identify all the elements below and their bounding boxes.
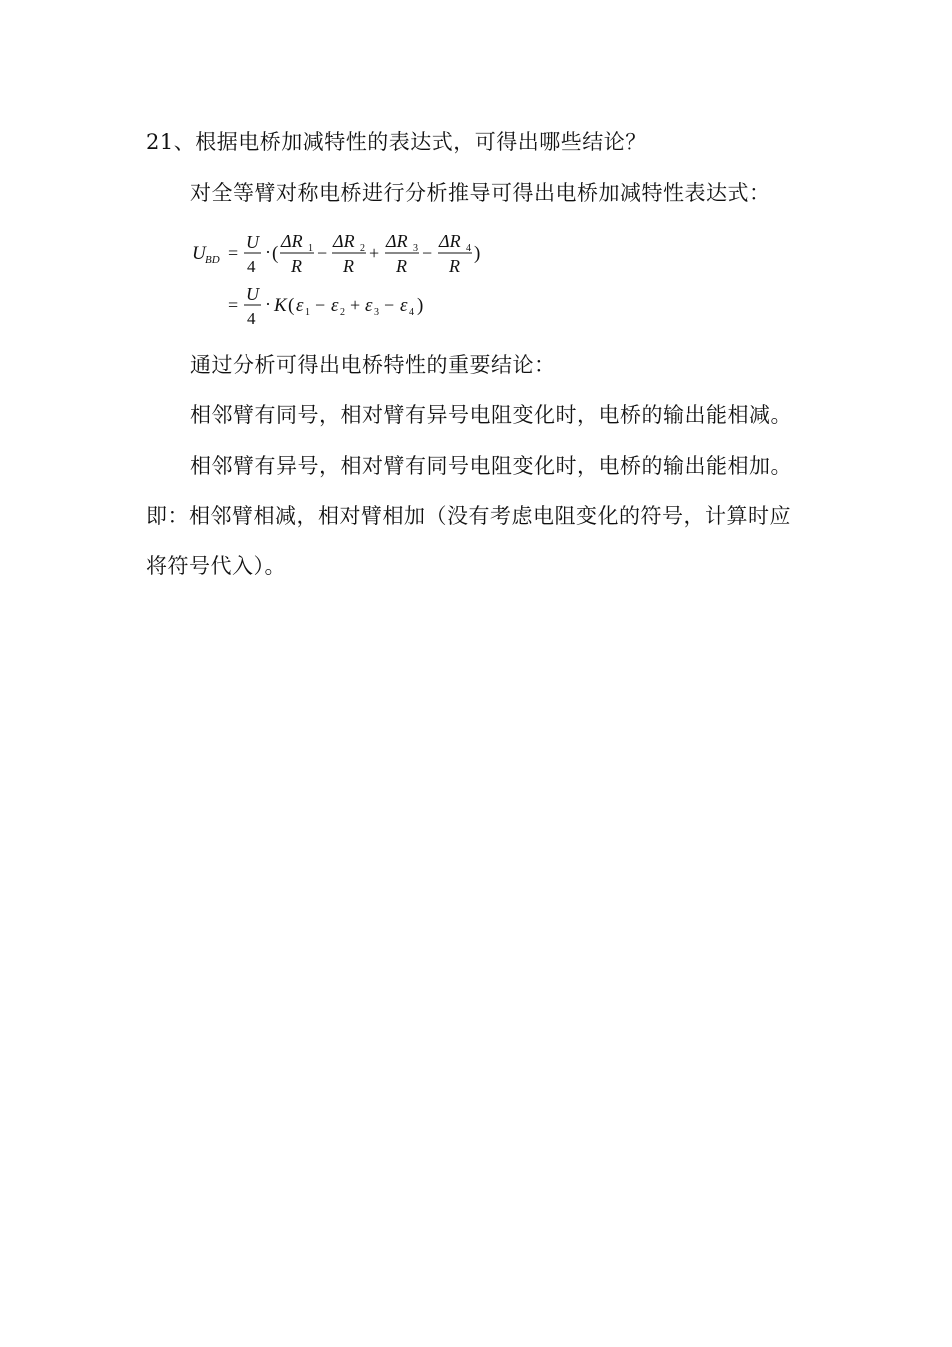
delta-r3: ΔR (386, 231, 408, 251)
eps-sub-4: 4 (409, 307, 414, 318)
formula-svg (188, 226, 508, 338)
question-heading: 21、根据电桥加减特性的表达式，可得出哪些结论？ (146, 130, 647, 154)
den-r2: R (343, 256, 354, 276)
minus-2: − (422, 243, 433, 263)
dot-2: · (265, 294, 271, 314)
sub-4: 4 (466, 243, 471, 254)
eps-2: ε (331, 295, 339, 316)
conclusion-subtract: 相邻臂有同号，相对臂有异号电阻变化时，电桥的输出能相减。 (190, 403, 792, 427)
dot-1: · (265, 242, 271, 262)
summary-line-1: 即：相邻臂相减，相对臂相加（没有考虑电阻变化的符号，计算时应 (146, 504, 791, 528)
frac-4-den: 4 (247, 257, 256, 276)
minus-3: − (315, 295, 326, 315)
plus-1: + (369, 243, 380, 263)
plus-2: + (350, 295, 361, 315)
equals-2: = (228, 295, 239, 315)
eps-3: ε (365, 295, 373, 316)
conclusion-intro: 通过分析可得出电桥特性的重要结论： (190, 353, 556, 377)
sub-2: 2 (360, 243, 365, 254)
frac-u-num: U (246, 232, 259, 252)
lhs-u: U (192, 243, 206, 264)
equals-1: = (228, 243, 239, 263)
eps-sub-1: 1 (305, 307, 310, 318)
intro-paragraph: 对全等臂对称电桥进行分析推导可得出电桥加减特性表达式： (190, 181, 771, 205)
minus-4: − (384, 295, 395, 315)
eps-sub-2: 2 (340, 307, 345, 318)
den-r4: R (449, 256, 460, 276)
delta-r4: ΔR (439, 231, 461, 251)
sub-1: 1 (308, 243, 313, 254)
lhs-sub-bd: BD (205, 254, 220, 266)
paren-open: ( (272, 243, 279, 264)
paren2-open: ( (288, 295, 295, 316)
den-r1: R (291, 256, 302, 276)
minus-1: − (317, 243, 328, 263)
eps-sub-3: 3 (374, 307, 379, 318)
k-coeff: K (274, 295, 287, 316)
paren2-close: ) (417, 295, 424, 316)
frac2-4-den: 4 (247, 309, 256, 328)
conclusion-add: 相邻臂有异号，相对臂有同号电阻变化时，电桥的输出能相加。 (190, 454, 792, 478)
delta-r2: ΔR (333, 231, 355, 251)
paren-close: ) (474, 243, 481, 264)
delta-r1: ΔR (281, 231, 303, 251)
summary-line-2: 将符号代入）。 (146, 554, 286, 578)
bridge-formula (188, 226, 508, 338)
frac2-u-num: U (246, 284, 259, 304)
sub-3: 3 (413, 243, 418, 254)
eps-4: ε (400, 295, 408, 316)
eps-1: ε (296, 295, 304, 316)
den-r3: R (396, 256, 407, 276)
